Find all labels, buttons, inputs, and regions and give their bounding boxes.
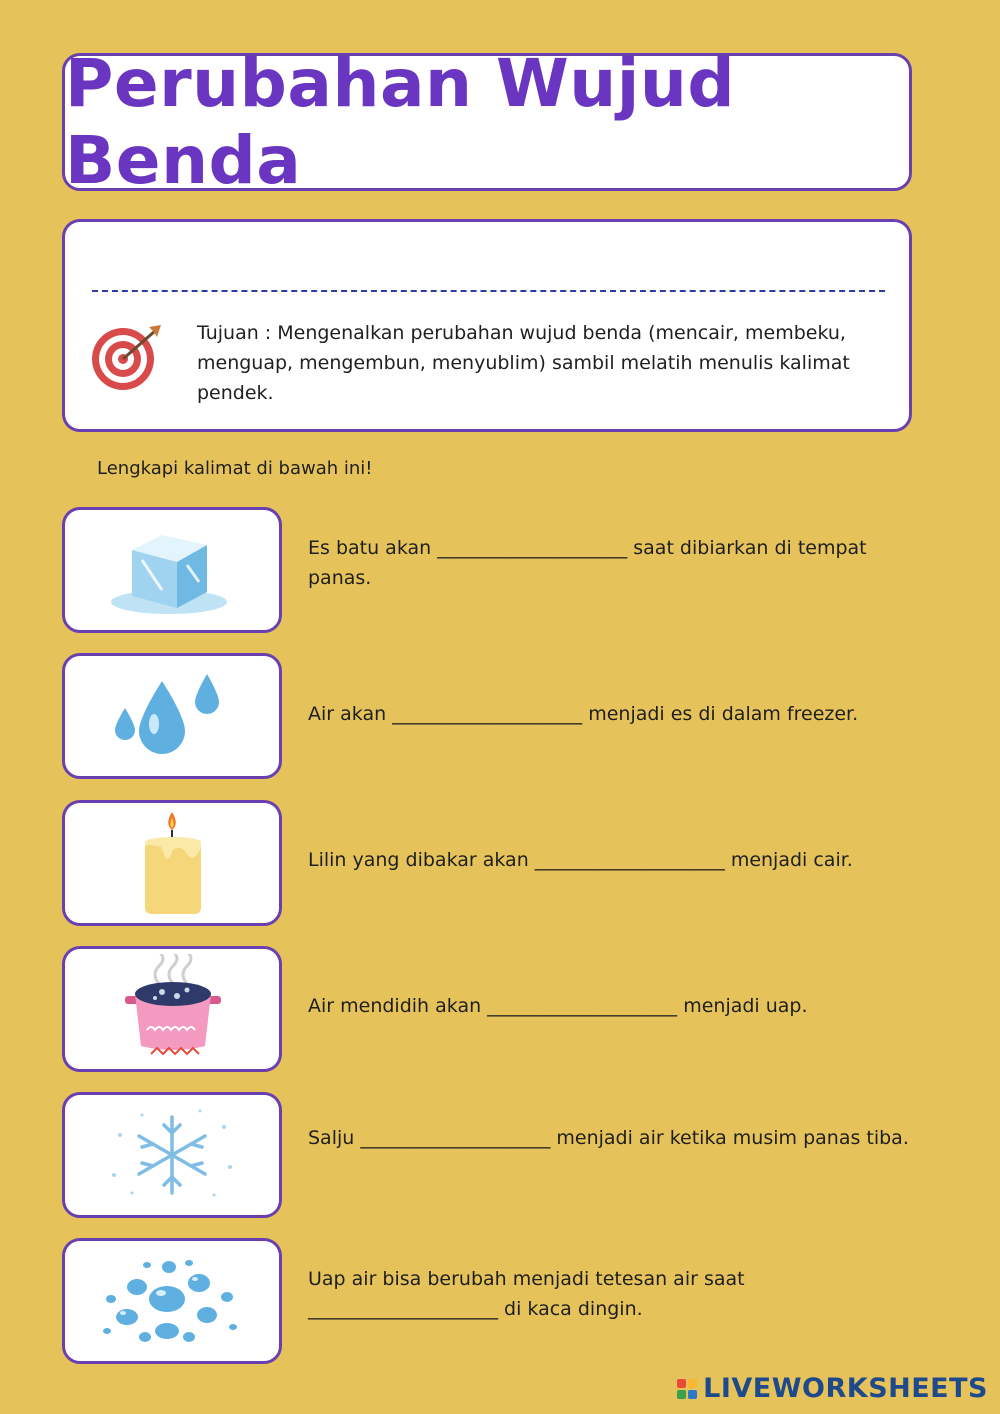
liveworksheets-logo bbox=[677, 1373, 988, 1404]
image-card bbox=[62, 1238, 282, 1364]
ice-cube-icon bbox=[107, 520, 237, 620]
goal-text: Tujuan : Mengenalkan perubahan wujud benda (mencair, membeku, menguap, mengembun, menyublim) sambil melatih menulis kalimat pendek. bbox=[197, 322, 850, 404]
sentence-2: Air akan ____________________ menjadi es di dalam freezer. bbox=[308, 703, 859, 725]
title-box bbox=[62, 45, 912, 199]
sentence-4: Air mendidih akan ____________________ menjadi uap. bbox=[308, 995, 808, 1017]
image-card bbox=[62, 507, 282, 633]
sentence-5: Salju ____________________ menjadi air ketika musim panas tiba. bbox=[308, 1127, 909, 1149]
divider bbox=[92, 290, 885, 292]
page-title: Perubahan Wujud Benda bbox=[65, 45, 736, 199]
candle-icon bbox=[107, 808, 237, 918]
sentence-1: Es batu akan ____________________ saat dibiarkan di tempat panas. bbox=[308, 537, 867, 589]
sentence-3: Lilin yang dibakar akan ____________________ menjadi cair. bbox=[308, 849, 853, 871]
brand-text: LIVEWORKSHEETS bbox=[703, 1373, 988, 1404]
image-card bbox=[62, 653, 282, 779]
image-card bbox=[62, 946, 282, 1072]
water-drops-icon bbox=[107, 666, 237, 766]
target-icon bbox=[91, 321, 163, 393]
boiling-pot-icon bbox=[107, 954, 237, 1064]
image-card bbox=[62, 1092, 282, 1218]
instruction-text: Lengkapi kalimat di bawah ini! bbox=[97, 458, 373, 479]
image-card bbox=[62, 800, 282, 926]
water-droplets-icon bbox=[97, 1251, 247, 1351]
goal-box bbox=[62, 219, 912, 432]
sentence-6: Uap air bisa berubah menjadi tetesan air saat ____________________ di kaca dingin. bbox=[308, 1268, 745, 1320]
snowflake-icon bbox=[102, 1105, 242, 1205]
logo-icon bbox=[677, 1379, 697, 1399]
